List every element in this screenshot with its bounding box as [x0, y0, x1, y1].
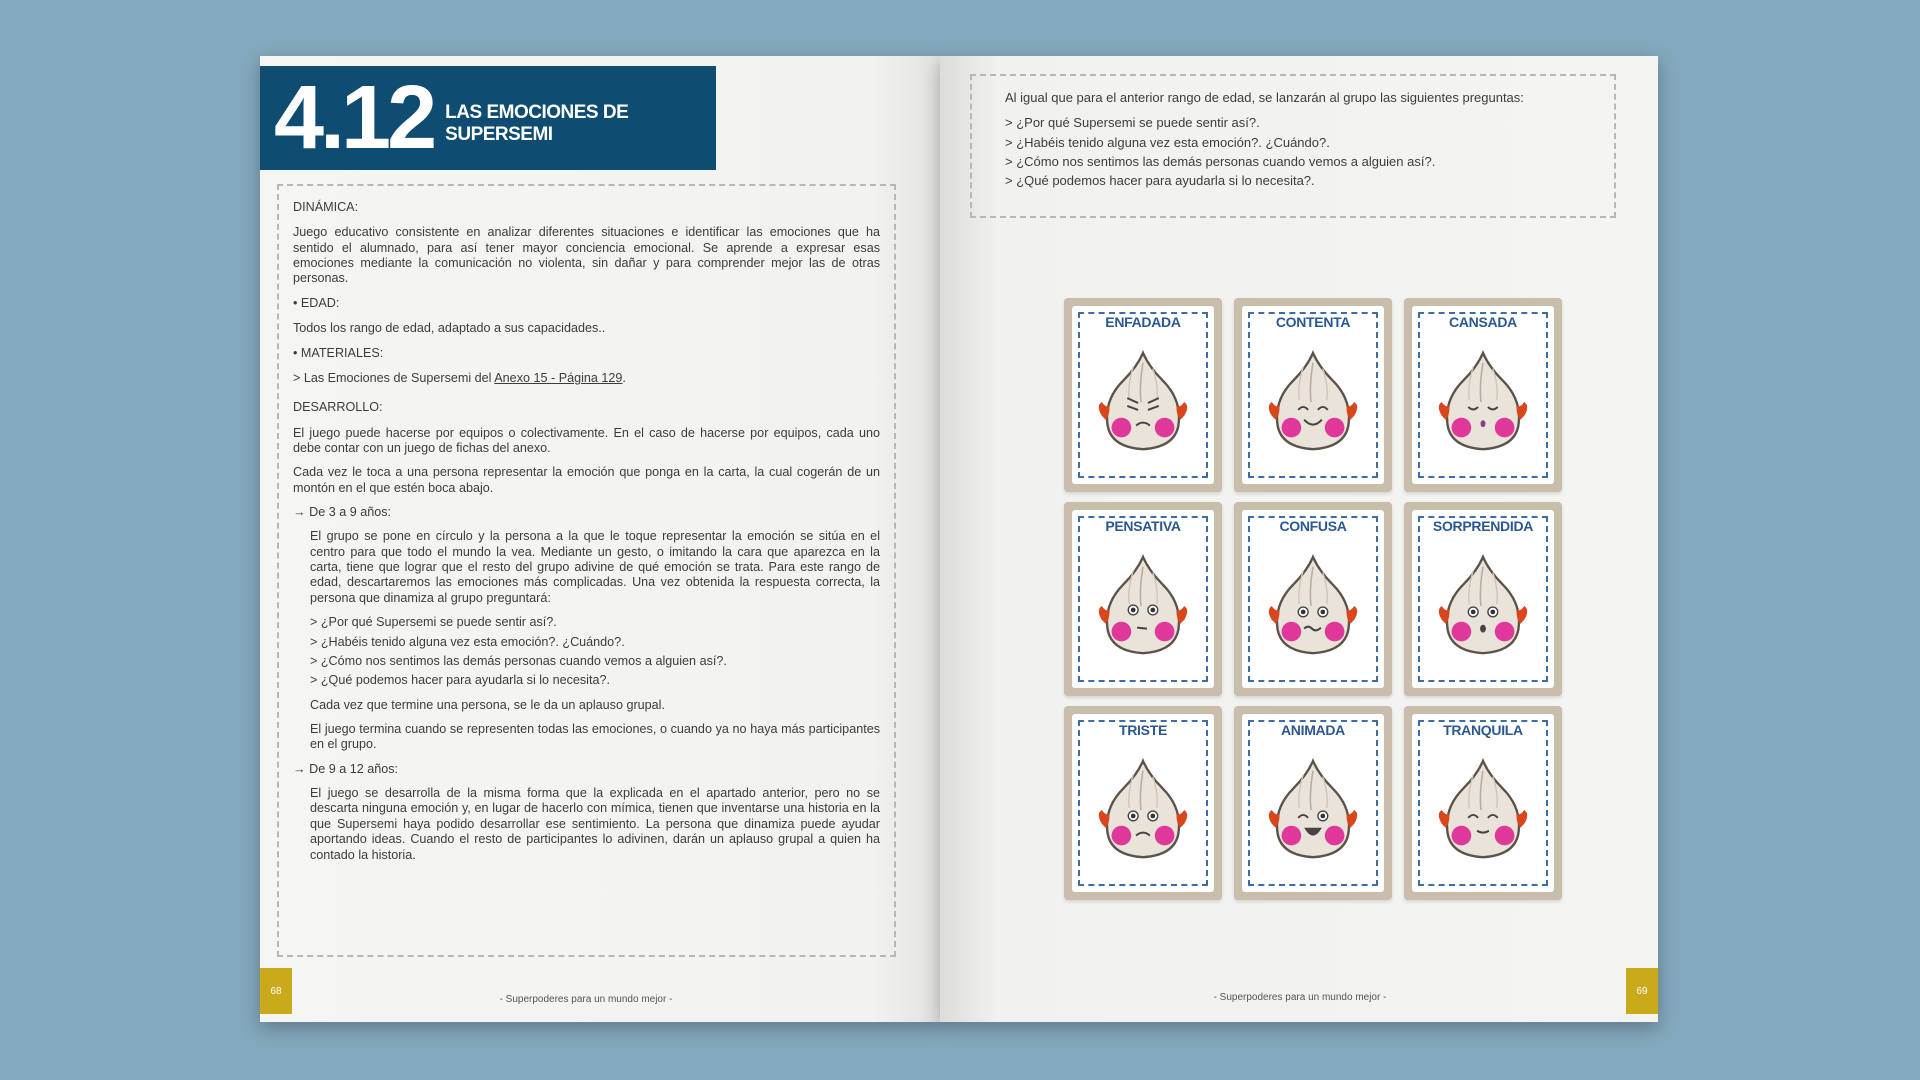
emotion-card-face — [1412, 714, 1554, 892]
question-item: > ¿Qué podemos hacer para ayudarla si lo necesita?. — [1005, 173, 1315, 188]
question-item: > ¿Por qué Supersemi se puede sentir así?. — [310, 615, 557, 630]
emotion-card-label: CONFUSA — [1279, 518, 1347, 534]
emotion-card — [1064, 706, 1222, 900]
emotion-card-label: TRANQUILA — [1443, 722, 1523, 738]
desarrollo-heading: DESARROLLO: — [293, 400, 383, 415]
question-item: > ¿Cómo nos sentimos las demás personas cuando vemos a alguien así?. — [310, 653, 727, 668]
left-page — [260, 56, 940, 1022]
footer-left: - Superpoderes para un mundo mejor - — [499, 994, 673, 1005]
emotion-card-label: CANSADA — [1449, 314, 1517, 330]
page-number-tab-left — [260, 968, 292, 1014]
emotion-card-face — [1072, 510, 1214, 688]
emotion-card-face — [1242, 306, 1384, 484]
emotion-card-face — [1242, 510, 1384, 688]
emotion-card-face — [1242, 714, 1384, 892]
emotion-card-label: SORPRENDIDA — [1432, 518, 1534, 534]
emotion-card-face — [1072, 714, 1214, 892]
emotion-card — [1234, 502, 1392, 696]
supersemi-seed-icon — [1258, 550, 1368, 666]
question-item: > ¿Cómo nos sentimos las demás personas cuando vemos a alguien así?. — [1005, 153, 1436, 169]
emotion-card — [1234, 298, 1392, 492]
materiales-suffix: . — [622, 370, 626, 385]
supersemi-seed-icon — [1428, 550, 1538, 666]
emotion-card-label: ENFADADA — [1105, 314, 1181, 330]
question-item: > ¿Por qué Supersemi se puede sentir así?. — [1005, 115, 1260, 131]
supersemi-seed-icon — [1428, 346, 1538, 462]
open-book — [260, 56, 1658, 1022]
materiales-prefix: > Las Emociones de Supersemi del — [293, 370, 495, 385]
emotion-card — [1064, 502, 1222, 696]
emotion-card-face — [1412, 510, 1554, 688]
desarrollo-paragraph-2: Cada vez le toca a una persona representar la emoción que ponga en la carta, la cual cogerán de un montón en el que estén boca abajo. — [293, 465, 880, 495]
age-range-3-9-heading: → De 3 a 9 años: — [293, 505, 392, 520]
emotion-card-label: CONTENTA — [1275, 314, 1351, 330]
page-number-right: 69 — [1636, 985, 1648, 997]
supersemi-seed-icon — [1258, 754, 1368, 870]
age-range-9-12-heading: → De 9 a 12 años: — [293, 761, 399, 776]
materiales-heading: • MATERIALES: — [293, 345, 384, 360]
age-range-3-9-text: El grupo se pone en círculo y la persona a la que le toque representar la emoción se sitúa en el centro para que todo el mundo la vea. Mediante un gesto, o imitando la cara que aparezca en la carta, tiene que lograr que el resto del grupo adivine de qué emoción se trata. Para este rango de edad, descartaremos las emociones más complicadas. Una vez obtenida la respuesta correcta, la persona que dinamiza al grupo preguntará: — [310, 529, 880, 605]
page-number-left: 68 — [270, 985, 282, 997]
emotion-card-face — [1412, 306, 1554, 484]
questions-box — [970, 74, 1616, 218]
question-list-right — [1005, 115, 1598, 189]
annex-link[interactable]: Anexo 15 - Página 129 — [494, 370, 623, 385]
materiales-text — [293, 371, 880, 386]
question-item: > ¿Habéis tenido alguna vez esta emoción?. ¿Cuándo?. — [310, 634, 625, 649]
emotion-card — [1234, 706, 1392, 900]
age-range-9-12-text: El juego se desarrolla de la misma forma que la explicada en el apartado anterior, pero no se descarta ninguna emoción y, en lugar de hacerlo con mímica, tienen que inventarse una historia en la que Supersemi haya podido desarrollar ese sentimiento. La persona que dinamiza puede ayudar aportando ideas. Cuando el resto de participantes lo adivinen, darán un aplauso grupal a quien ha contado la historia. — [310, 786, 880, 862]
dinamica-heading: DINÁMICA: — [293, 200, 359, 214]
footer-right: - Superpoderes para un mundo mejor - — [1213, 992, 1387, 1003]
supersemi-seed-icon — [1088, 754, 1198, 870]
supersemi-seed-icon — [1428, 754, 1538, 870]
right-page — [940, 56, 1658, 1022]
emotion-card — [1064, 298, 1222, 492]
supersemi-seed-icon — [1088, 346, 1198, 462]
emotion-card — [1404, 298, 1562, 492]
activity-description-box — [277, 184, 896, 957]
desarrollo-paragraph-1: El juego puede hacerse por equipos o colectivamente. En el caso de hacerse por equipos, cada uno debe contar con un juego de fichas del anexo. — [293, 425, 880, 455]
page-number-tab-right — [1626, 968, 1658, 1014]
question-item: > ¿Qué podemos hacer para ayudarla si lo necesita?. — [310, 673, 610, 688]
emotion-card — [1404, 706, 1562, 900]
emotion-card-face — [1072, 306, 1214, 484]
section-title-band — [260, 66, 716, 170]
edad-heading: • EDAD: — [293, 295, 340, 310]
emotion-card-label: ANIMADA — [1280, 722, 1345, 738]
section-title: LAS EMOCIONES DE SUPERSEMI — [445, 102, 629, 145]
supersemi-seed-icon — [1088, 550, 1198, 666]
game-end-note: El juego termina cuando se representen todas las emociones, o cuando ya no haya más participantes en el grupo. — [310, 721, 880, 752]
emotion-card-label: PENSATIVA — [1105, 518, 1181, 534]
section-number: 4.12 — [274, 68, 434, 168]
supersemi-seed-icon — [1258, 346, 1368, 462]
emotion-card-label: TRISTE — [1119, 722, 1167, 738]
dinamica-text: Juego educativo consistente en analizar diferentes situaciones e identificar las emociones que ha sentido el alumnado, para así tener mayor conciencia emocional. Se aprende a expresar esas emociones mediante la comunicación no violenta, sin dañar y para comprender mejor las de otras personas. — [293, 225, 880, 286]
applause-note: Cada vez que termine una persona, se le da un aplauso grupal. — [310, 697, 665, 712]
emotion-card — [1404, 502, 1562, 696]
questions-intro: Al igual que para el anterior rango de edad, se lanzarán al grupo las siguientes preguntas: — [1005, 90, 1524, 105]
question-item: > ¿Habéis tenido alguna vez esta emoción?. ¿Cuándo?. — [1005, 134, 1330, 150]
edad-text: Todos los rango de edad, adaptado a sus capacidades.. — [293, 321, 606, 336]
question-list-left — [310, 615, 880, 688]
